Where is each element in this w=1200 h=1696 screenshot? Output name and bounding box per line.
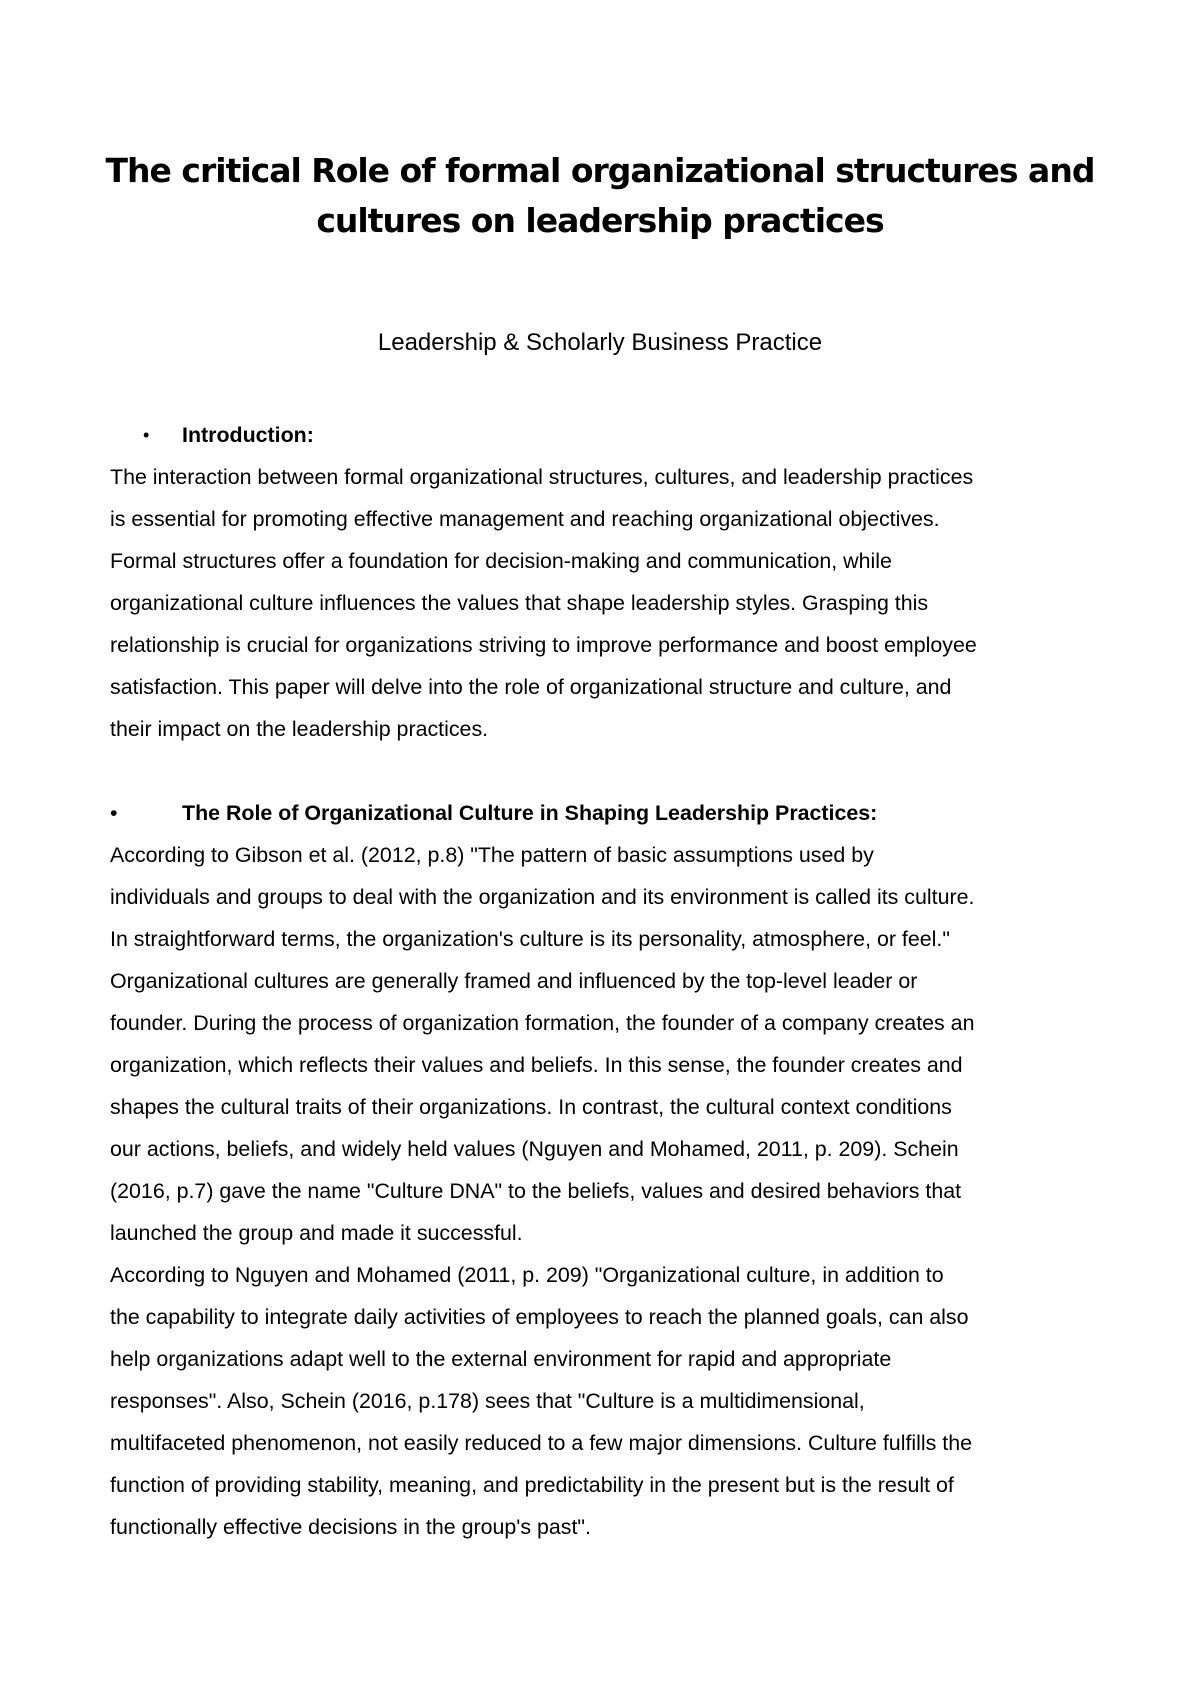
paragraph-line: shapes the cultural traits of their organizations. In contrast, the cultural context conditions [110, 1095, 952, 1119]
paragraph-line: According to Gibson et al. (2012, p.8) "The pattern of basic assumptions used by [110, 843, 874, 867]
paragraph-line: is essential for promoting effective management and reaching organizational objectives. [110, 507, 940, 531]
document-title [60, 146, 1140, 246]
paragraph-line: (2016, p.7) gave the name "Culture DNA" to the beliefs, values and desired behaviors that [110, 1179, 962, 1203]
document-subtitle: Leadership & Scholarly Business Practice [377, 329, 823, 356]
section-heading-introduction: Introduction: [182, 423, 314, 447]
paragraph-line: help organizations adapt well to the external environment for rapid and appropriate [110, 1347, 892, 1371]
title-line: The critical Role of formal organizational structures and [105, 151, 1095, 190]
paragraph-line: function of providing stability, meaning, and predictability in the present but is the result of [110, 1473, 954, 1497]
section-heading-culture: The Role of Organizational Culture in Shaping Leadership Practices: [182, 801, 878, 825]
bullet-icon: • [110, 801, 118, 825]
paragraph-line: Formal structures offer a foundation for decision-making and communication, while [110, 549, 892, 573]
paragraph-line: Organizational cultures are generally framed and influenced by the top-level leader or [110, 969, 918, 993]
culture-paragraph [110, 834, 1110, 1548]
paragraph-line: satisfaction. This paper will delve into the role of organizational structure and culture, and [110, 675, 952, 699]
paragraph-line: organizational culture influences the values that shape leadership styles. Grasping this [110, 591, 929, 615]
paragraph-line: our actions, beliefs, and widely held values (Nguyen and Mohamed, 2011, p. 209). Schein [110, 1137, 959, 1161]
paragraph-line: their impact on the leadership practices. [110, 717, 489, 741]
bullet-icon: • [143, 425, 150, 445]
paragraph-line: According to Nguyen and Mohamed (2011, p. 209) "Organizational culture, in addition to [110, 1263, 944, 1287]
paragraph-line: functionally effective decisions in the group's past". [110, 1515, 591, 1539]
introduction-paragraph [110, 456, 1110, 750]
paragraph-line: organization, which reflects their values and beliefs. In this sense, the founder creates and [110, 1053, 963, 1077]
paragraph-line: responses". Also, Schein (2016, p.178) sees that "Culture is a multidimensional, [110, 1389, 865, 1413]
paragraph-line: multifaceted phenomenon, not easily reduced to a few major dimensions. Culture fulfills the [110, 1431, 973, 1455]
paragraph-line: individuals and groups to deal with the organization and its environment is called its culture. [110, 885, 975, 909]
title-line: cultures on leadership practices [316, 201, 884, 240]
paragraph-line: The interaction between formal organizational structures, cultures, and leadership practices [110, 465, 974, 489]
paragraph-line: founder. During the process of organization formation, the founder of a company creates an [110, 1011, 975, 1035]
paragraph-line: the capability to integrate daily activities of employees to reach the planned goals, can also [110, 1305, 969, 1329]
paragraph-line: In straightforward terms, the organization's culture is its personality, atmosphere, or feel." [110, 927, 950, 951]
paragraph-line: relationship is crucial for organizations striving to improve performance and boost employee [110, 633, 977, 657]
paragraph-line: launched the group and made it successful. [110, 1221, 523, 1245]
